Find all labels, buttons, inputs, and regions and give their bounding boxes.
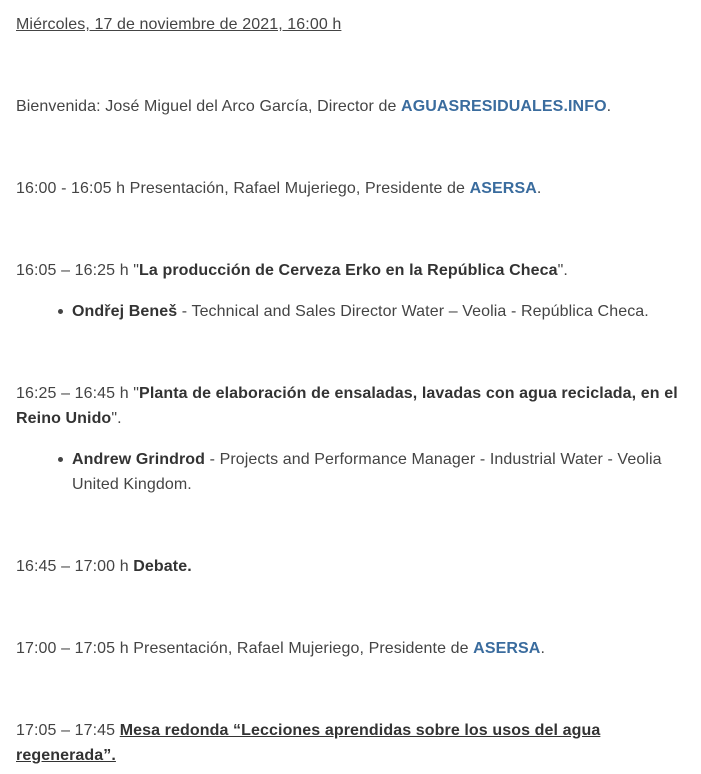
agenda-item-salads xyxy=(16,381,686,431)
date-heading-text: Miércoles, 17 de noviembre de 2021, 16:00 h xyxy=(16,16,342,33)
agenda-item-erko xyxy=(16,258,686,283)
agenda-item-end: ". xyxy=(557,262,568,279)
agenda-item-end: ". xyxy=(111,410,122,427)
agenda-item-debate xyxy=(16,554,686,579)
speaker-role: - Technical and Sales Director Water – Veolia - República Checa. xyxy=(177,303,649,320)
welcome-end: . xyxy=(606,98,612,115)
agenda-item-round-table xyxy=(16,718,616,768)
agenda-item-presentation-2 xyxy=(16,636,686,661)
asersa-link[interactable]: ASERSA xyxy=(473,640,541,657)
agenda-item-time: 16:05 – 16:25 h " xyxy=(16,262,140,279)
welcome-line xyxy=(16,94,686,119)
speaker-list-salads xyxy=(16,447,662,497)
agenda-item-presentation-1 xyxy=(16,176,686,201)
speaker-list-erko xyxy=(16,299,701,324)
speaker-name: Ondřej Beneš xyxy=(72,303,178,320)
asersa-link[interactable]: ASERSA xyxy=(469,180,537,197)
agenda-item-time: 17:05 – 17:45 xyxy=(16,722,120,739)
speaker-name: Andrew Grindrod xyxy=(72,451,206,468)
agenda-item-time: 16:00 - 16:05 h Presentación, Rafael Mujeriego, Presidente de xyxy=(16,180,470,197)
agenda-item-time: 17:00 – 17:05 h Presentación, Rafael Mujeriego, Presidente de xyxy=(16,640,474,657)
agenda-item-time: 16:45 – 17:00 h xyxy=(16,558,134,575)
speaker-role: - Projects and Performance Manager - Industrial Water - Veolia United Kingdom. xyxy=(72,451,662,493)
agenda-item-title: Planta de elaboración de ensaladas, lavadas con agua reciclada, en el Reino Unido xyxy=(16,385,678,427)
aguasresiduales-link[interactable]: AGUASRESIDUALES.INFO xyxy=(401,98,607,115)
welcome-text: Bienvenida: José Miguel del Arco García, Director de xyxy=(16,98,402,115)
agenda-item-end: . xyxy=(540,640,545,657)
agenda-item-time: 16:25 – 16:45 h " xyxy=(16,385,140,402)
speaker-list-item xyxy=(72,447,662,497)
agenda-item-end: . xyxy=(536,180,542,197)
round-table-link[interactable]: Mesa redonda “Lecciones aprendidas sobre los usos del agua regenerada”. xyxy=(16,722,601,764)
agenda-item-title: Debate. xyxy=(133,558,192,575)
agenda-item-title: La producción de Cerveza Erko en la República Checa xyxy=(139,262,558,279)
speaker-list-item xyxy=(72,299,701,324)
date-heading xyxy=(16,12,686,37)
